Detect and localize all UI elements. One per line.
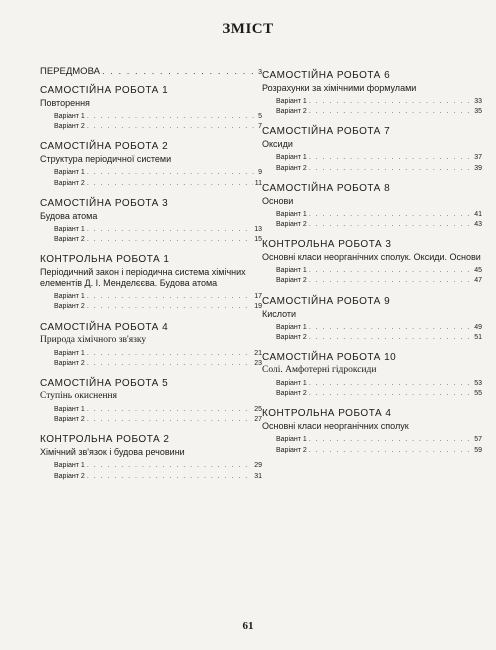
variant-label: Варіант 2 bbox=[54, 472, 85, 480]
toc-section bbox=[262, 70, 482, 117]
variant-entry[interactable] bbox=[40, 292, 262, 302]
toc-section bbox=[262, 408, 482, 455]
variant-label: Варіант 1 bbox=[54, 225, 85, 233]
section-title[interactable]: САМОСТІЙНА РОБОТА 1 bbox=[40, 85, 169, 96]
foreword-label: ПЕРЕДМОВА bbox=[40, 66, 100, 77]
variant-label: Варіант 1 bbox=[276, 154, 307, 162]
dot-leader bbox=[87, 349, 252, 359]
variant-label: Варіант 1 bbox=[54, 169, 85, 177]
section-title[interactable]: КОНТРОЛЬНА РОБОТА 4 bbox=[262, 408, 392, 420]
dot-leader bbox=[87, 122, 256, 132]
section-title[interactable]: САМОСТІЙНА РОБОТА 4 bbox=[40, 321, 169, 333]
variant-entry[interactable] bbox=[262, 389, 482, 399]
variant-page: 29 bbox=[254, 462, 262, 470]
toc-section bbox=[262, 352, 482, 399]
dot-leader bbox=[87, 112, 256, 122]
variant-page: 23 bbox=[254, 359, 262, 367]
variant-label: Варіант 2 bbox=[276, 277, 307, 285]
variant-page: 57 bbox=[474, 436, 482, 444]
dot-leader bbox=[309, 107, 472, 117]
section-title[interactable]: САМОСТІЙНА РОБОТА 10 bbox=[262, 352, 397, 364]
variant-label: Варіант 2 bbox=[276, 164, 307, 172]
dot-leader bbox=[87, 461, 252, 471]
toc-right-column bbox=[262, 70, 482, 465]
section-subtitle: Оксиди bbox=[262, 139, 293, 150]
section-subtitle: Повторення bbox=[40, 98, 90, 108]
variant-page: 39 bbox=[474, 164, 482, 172]
dot-leader bbox=[87, 415, 252, 425]
variant-label: Варіант 2 bbox=[54, 303, 85, 311]
dot-leader bbox=[309, 276, 472, 286]
variant-page: 41 bbox=[474, 210, 482, 218]
toc-section bbox=[40, 141, 262, 188]
variant-entry[interactable] bbox=[262, 333, 482, 343]
variant-entry[interactable] bbox=[40, 349, 262, 359]
section-subtitle: Природа хімічного зв'язку bbox=[40, 334, 147, 345]
variant-page: 25 bbox=[254, 406, 262, 414]
section-subtitle: Основні класи неорганічних сполук bbox=[262, 421, 409, 432]
variant-label: Варіант 2 bbox=[54, 236, 85, 244]
variant-entry[interactable] bbox=[262, 379, 482, 389]
dot-leader bbox=[309, 153, 472, 163]
section-title[interactable]: САМОСТІЙНА РОБОТА 9 bbox=[262, 295, 391, 307]
variant-entry[interactable] bbox=[40, 112, 262, 122]
variant-page: 43 bbox=[474, 221, 482, 229]
variant-label: Варіант 2 bbox=[54, 179, 85, 187]
variant-label: Варіант 2 bbox=[276, 446, 307, 454]
toc-section bbox=[40, 322, 262, 369]
dot-leader bbox=[87, 359, 252, 369]
dot-leader bbox=[87, 302, 252, 312]
dot-leader bbox=[87, 235, 252, 245]
section-title[interactable]: САМОСТІЙНА РОБОТА 7 bbox=[262, 126, 391, 138]
dot-leader bbox=[87, 405, 252, 415]
variant-label: Варіант 2 bbox=[276, 390, 307, 398]
dot-leader bbox=[309, 164, 472, 174]
section-subtitle: Розрахунки за хімічними формулами bbox=[262, 83, 417, 93]
variant-page: 37 bbox=[474, 154, 482, 162]
foreword-page: 3 bbox=[258, 69, 262, 76]
variant-entry[interactable] bbox=[40, 415, 262, 425]
toc-section bbox=[262, 126, 482, 173]
variant-label: Варіант 2 bbox=[54, 123, 85, 131]
variant-entry[interactable] bbox=[40, 179, 262, 189]
variant-label: Варіант 1 bbox=[54, 113, 85, 120]
variant-label: Варіант 2 bbox=[276, 108, 307, 116]
section-title[interactable]: КОНТРОЛЬНА РОБОТА 1 bbox=[40, 254, 170, 266]
section-title[interactable]: САМОСТІЙНА РОБОТА 3 bbox=[40, 197, 169, 209]
toc-section bbox=[40, 254, 262, 312]
toc-section bbox=[40, 198, 262, 245]
variant-page: 55 bbox=[474, 390, 482, 398]
section-title[interactable]: САМОСТІЙНА РОБОТА 6 bbox=[262, 70, 391, 81]
toc-left-column bbox=[40, 66, 262, 491]
variant-page: 33 bbox=[474, 98, 482, 105]
dot-leader bbox=[87, 168, 256, 178]
variant-entry[interactable] bbox=[40, 359, 262, 369]
variant-entry[interactable] bbox=[40, 302, 262, 312]
variant-entry[interactable] bbox=[262, 164, 482, 174]
dot-leader bbox=[102, 66, 256, 77]
dot-leader bbox=[309, 333, 472, 343]
variant-page: 21 bbox=[254, 349, 262, 357]
toc-section bbox=[40, 85, 262, 132]
section-subtitle: Солі. Амфотерні гідроксиди bbox=[262, 365, 377, 376]
dot-leader bbox=[309, 220, 472, 230]
variant-label: Варіант 1 bbox=[276, 323, 307, 331]
variant-label: Варіант 2 bbox=[54, 416, 85, 424]
variant-label: Варіант 2 bbox=[54, 359, 85, 367]
variant-entry[interactable] bbox=[40, 168, 262, 178]
section-subtitle: Кислоти bbox=[262, 308, 297, 319]
variant-page: 49 bbox=[474, 323, 482, 331]
variant-label: Варіант 1 bbox=[276, 267, 307, 275]
variant-page: 45 bbox=[474, 267, 482, 275]
dot-leader bbox=[87, 292, 252, 302]
variant-page: 13 bbox=[254, 225, 262, 233]
variant-entry[interactable] bbox=[262, 107, 482, 117]
variant-label: Варіант 1 bbox=[54, 349, 85, 357]
section-title[interactable]: КОНТРОЛЬНА РОБОТА 3 bbox=[262, 239, 392, 251]
variant-label: Варіант 2 bbox=[276, 333, 307, 341]
dot-leader bbox=[309, 97, 472, 107]
dot-leader bbox=[87, 225, 252, 235]
variant-page: 15 bbox=[254, 236, 262, 244]
section-title[interactable]: САМОСТІЙНА РОБОТА 5 bbox=[40, 378, 169, 390]
variant-entry[interactable] bbox=[262, 97, 482, 107]
variant-label: Варіант 1 bbox=[54, 462, 85, 470]
variant-entry[interactable] bbox=[40, 235, 262, 245]
variant-entry[interactable] bbox=[40, 472, 262, 482]
dot-leader bbox=[309, 435, 472, 445]
dot-leader bbox=[309, 266, 472, 276]
variant-entry[interactable] bbox=[262, 435, 482, 445]
variant-label: Варіант 1 bbox=[276, 380, 307, 388]
variant-page: 27 bbox=[254, 416, 262, 424]
variant-page: 19 bbox=[254, 303, 262, 311]
variant-entry[interactable] bbox=[40, 122, 262, 132]
dot-leader bbox=[87, 179, 253, 189]
variant-entry[interactable] bbox=[262, 323, 482, 333]
variant-page: 17 bbox=[254, 293, 262, 301]
variant-entry[interactable] bbox=[262, 276, 482, 286]
variant-page: 5 bbox=[258, 113, 262, 120]
variant-label: Варіант 2 bbox=[276, 221, 307, 229]
variant-page: 59 bbox=[474, 446, 482, 454]
section-subtitle: Основи bbox=[262, 195, 294, 206]
dot-leader bbox=[87, 472, 252, 482]
variant-entry[interactable] bbox=[40, 461, 262, 471]
page-title: ЗМІСТ bbox=[222, 21, 274, 37]
dot-leader bbox=[309, 389, 472, 399]
variant-page: 11 bbox=[254, 179, 262, 187]
dot-leader bbox=[309, 446, 472, 456]
dot-leader bbox=[309, 210, 472, 220]
dot-leader bbox=[309, 323, 472, 333]
variant-page: 31 bbox=[254, 472, 262, 480]
variant-entry[interactable] bbox=[262, 153, 482, 163]
variant-label: Варіант 1 bbox=[54, 406, 85, 414]
toc-section bbox=[262, 239, 482, 286]
section-subtitle: Структура періодичної системи bbox=[40, 154, 172, 165]
variant-label: Варіант 1 bbox=[276, 98, 307, 105]
section-subtitle: Періодичний закон і періодична система хімічних елементів Д. І. Менделєєва. Будова атома bbox=[40, 267, 246, 289]
section-title[interactable]: САМОСТІЙНА РОБОТА 2 bbox=[40, 141, 169, 153]
variant-page: 9 bbox=[258, 169, 262, 177]
section-subtitle: Хімічний зв'язок і будова речовини bbox=[40, 447, 185, 458]
variant-page: 47 bbox=[474, 277, 482, 285]
variant-entry[interactable] bbox=[262, 210, 482, 220]
toc-section bbox=[262, 296, 482, 343]
toc-section bbox=[262, 183, 482, 230]
variant-page: 53 bbox=[474, 380, 482, 388]
variant-entry[interactable] bbox=[262, 446, 482, 456]
variant-page: 7 bbox=[258, 123, 262, 131]
variant-entry[interactable] bbox=[40, 405, 262, 415]
dot-leader bbox=[309, 379, 472, 389]
variant-entry[interactable] bbox=[262, 266, 482, 276]
variant-page: 51 bbox=[474, 333, 482, 341]
variant-label: Варіант 1 bbox=[54, 293, 85, 301]
page-number: 61 bbox=[242, 620, 254, 632]
section-title[interactable]: КОНТРОЛЬНА РОБОТА 2 bbox=[40, 434, 170, 446]
toc-section bbox=[40, 434, 262, 481]
variant-label: Варіант 1 bbox=[276, 436, 307, 444]
section-subtitle: Основні класи неорганічних сполук. Оксиди. Основи bbox=[262, 252, 481, 263]
section-subtitle: Ступінь окиснення bbox=[40, 391, 118, 402]
toc-entry-foreword[interactable] bbox=[40, 66, 262, 77]
variant-entry[interactable] bbox=[40, 225, 262, 235]
variant-entry[interactable] bbox=[262, 220, 482, 230]
toc-section bbox=[40, 378, 262, 425]
variant-label: Варіант 1 bbox=[276, 210, 307, 218]
section-title[interactable]: САМОСТІЙНА РОБОТА 8 bbox=[262, 182, 391, 194]
variant-page: 35 bbox=[474, 108, 482, 116]
section-subtitle: Будова атома bbox=[40, 210, 98, 221]
